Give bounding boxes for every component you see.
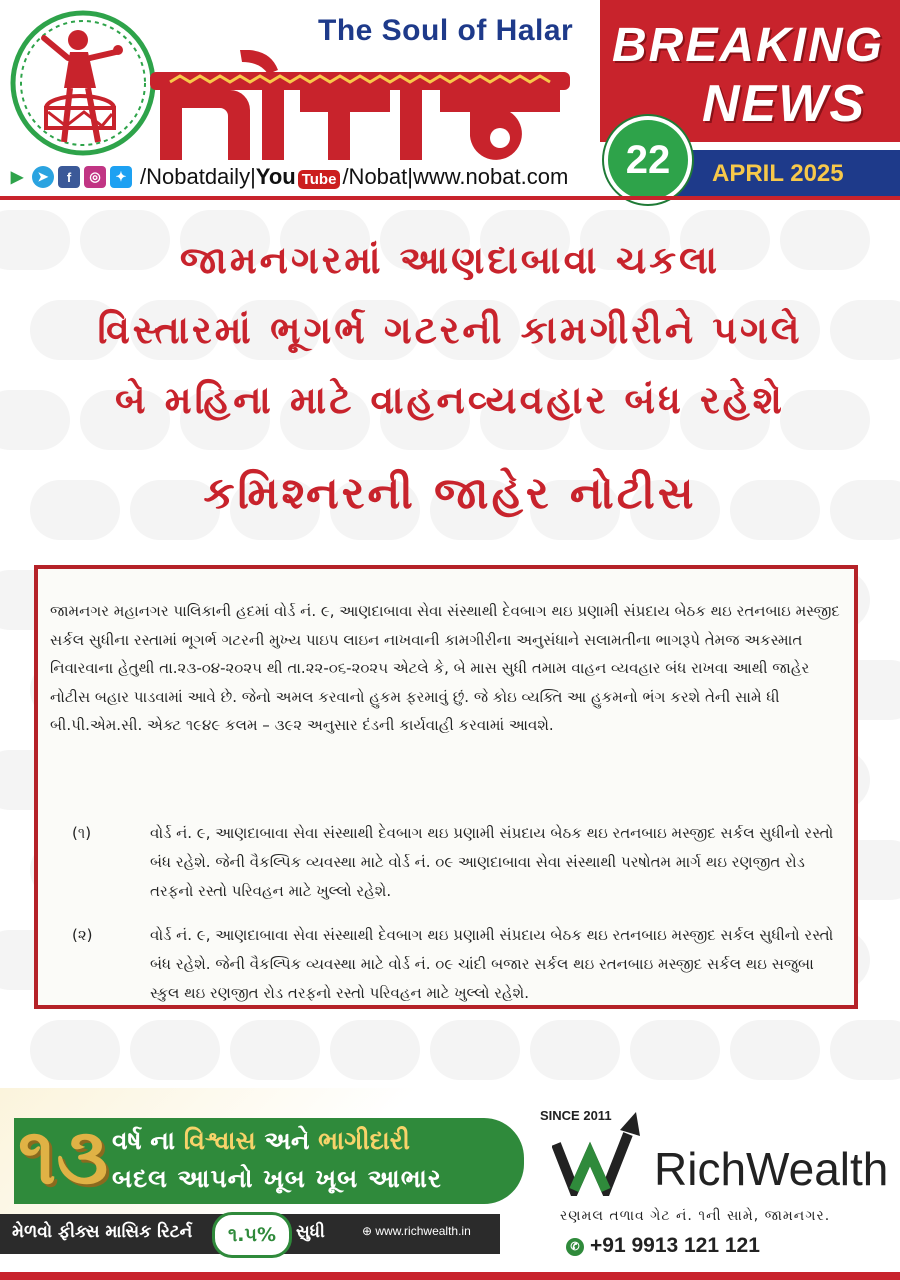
headline-line-1: જામનગરમાં આણદાબાવા ચકલા [179, 238, 721, 282]
notice-paragraph: જામનગર મહાનગર પાલિકાની હદમાં વોર્ડ નં. ૯, આણદાબાવા સેવા સંસ્થાથી દેવબાગ થઇ પ્રણામી સંપ્રદાય બેઠક થઇ રતનબાઇ મસ્જીદ સર્કલ સુધીના રસ્તામાં ભૂગર્ભ ગટરની મુખ્ય પાઇપ લાઇન નાખવાની કામગીરીના અનુસંધાને સલામતીના ભાગરૂપે તેમજ અકસ્માત નિવારવાના હેતુથી તા.૨૩-૦૪-૨૦૨૫ થી તા.૨૨-૦૬-૨૦૨૫ એટલે કે, બે માસ સુધી તમામ વાહન વ્યવહાર બંધ રાખવા આથી જાહેર નોટીસ બહાર પાડવામાં આવે છે. જેનો અમલ કરવાનો હુકમ ફરમાવું છું. જે કોઇ વ્યક્તિ આ હુકમનો ભંગ કરશે તેની સામે ધી બી.પી.એમ.સી. એક્ટ ૧૯૪૯ કલમ – ૩૯૨ અનુસાર દંડની કાર્યવાહી કરવામાં આવશે. [50, 602, 840, 734]
watermark-logo-tile [630, 1020, 720, 1080]
ad-line1-part1: વર્ષ ના [112, 1126, 176, 1155]
watermark-logo-tile [130, 1020, 220, 1080]
ad-phone-number: +91 9913 121 121 [590, 1234, 760, 1257]
youtube-handle: /Nobat [342, 164, 408, 189]
ad-website[interactable] [362, 1224, 471, 1238]
facebook-icon[interactable]: f [58, 166, 80, 188]
richwealth-w-logo-icon [552, 1110, 644, 1196]
play-store-icon[interactable]: ▶ [6, 166, 28, 188]
richwealth-brand-name: RichWealth [654, 1143, 889, 1195]
twitter-icon[interactable]: ✦ [110, 166, 132, 188]
ad-line1-part2: અને [264, 1126, 310, 1155]
ad-thanks-line-1 [112, 1126, 410, 1156]
drummer-logo [8, 8, 158, 158]
ad-offer-upto: સુધી [296, 1222, 325, 1242]
watermark-logo-tile [30, 1020, 120, 1080]
watermark-logo-tile [230, 1020, 320, 1080]
notice-item-text: વોર્ડ નં. ૯, આણદાબાવા સેવા સંસ્થાથી દેવબાગ થઇ પ્રણામી સંપ્રદાય બેઠક થઇ રતનબાઇ મસ્જીદ સર્કલ સુધીનો રસ્તો બંધ રહેશે. જેની વૈકલ્પિક વ્યવસ્થા માટે વોર્ડ નં. ૦૯ આણદાબાવા સેવા સંસ્થાથી પરષોતમ માર્ગ થઇ રણજીત રોડ તરફનો રસ્તો પરિવહન માટે ખુલ્લો રહેશે. [150, 824, 834, 900]
date-day-badge: 22 [604, 116, 692, 204]
date-month-year: APRIL 2025 [712, 160, 844, 187]
breaking-label: BREAKING [612, 19, 885, 72]
footer-divider [0, 1272, 900, 1280]
public-notice-box [34, 565, 858, 1009]
tagline: The Soul of Halar [318, 14, 574, 47]
watermark-logo-tile [730, 1020, 820, 1080]
youtube-you: You [255, 164, 296, 189]
ad-offer-text: મેળવો ફીક્સ માસિક રિટર્ન [12, 1222, 193, 1242]
ad-line1-highlight1: વિશ્વાસ [183, 1126, 256, 1155]
ad-thanks-line-2: બદલ આપનો ખૂબ ખૂબ આભાર [112, 1164, 442, 1193]
social-handle: /Nobatdaily [140, 164, 251, 189]
headline-line-3: બે મહિના માટે વાહનવ્યવહાર બંધ રહેશે [115, 378, 785, 422]
ad-line1-highlight2: ભાગીદારી [318, 1126, 410, 1155]
website-link[interactable]: www.nobat.com [412, 164, 569, 189]
social-handles[interactable]: /Nobatdaily|You Tube /Nobat|www.nobat.com [140, 164, 569, 189]
telegram-icon[interactable]: ➤ [32, 166, 54, 188]
notice-item-text: વોર્ડ નં. ૯, આણદાબાવા સેવા સંસ્થાથી દેવબાગ થઇ પ્રણામી સંપ્રદાય બેઠક થઇ રતનબાઇ મસ્જીદ સર્કલ સુધીનો રસ્તો બંધ રહેશે. જેની વૈકલ્પિક વ્યવસ્થા માટે વોર્ડ નં. ૦૯ ચાંદી બજાર સર્કલ થઇ રતનબાઇ મસ્જીદ સર્કલ થઇ સજુબા સ્કુલ થઇ રણજીત રોડ તરફનો રસ્તો પરિવહન માટે ખુલ્લો રહેશે. [150, 926, 834, 1002]
social-links-row [6, 163, 568, 191]
watermark-logo-tile [530, 1020, 620, 1080]
ad-address: રણમલ તળાવ ગેટ નં. ૧ની સામે, જામનગર. [560, 1208, 831, 1224]
watermark-logo-tile [830, 1020, 900, 1080]
subheadline: કમિશ્નરની જાહેર નોટીસ [203, 468, 697, 519]
watermark-logo-tile [330, 1020, 420, 1080]
ad-offer-percent-badge: ૧.૫% [212, 1212, 292, 1258]
instagram-icon[interactable]: ◎ [84, 166, 106, 188]
phone-icon: ✆ [566, 1238, 584, 1256]
notice-item-number: (૧) [72, 824, 92, 842]
news-label: NEWS [702, 75, 866, 133]
globe-icon: ⊕ [362, 1224, 376, 1238]
youtube-tube-badge: Tube [298, 170, 341, 189]
ad-website-label: www.richwealth.in [375, 1224, 471, 1238]
ad-since-label: SINCE 2011 [540, 1108, 612, 1123]
notice-item-number: (૨) [72, 926, 93, 944]
ad-phone[interactable] [566, 1234, 760, 1258]
nobat-brand-wordmark [150, 50, 590, 160]
ad-years-number: ૧૩ [18, 1112, 109, 1202]
watermark-logo-tile [430, 1020, 520, 1080]
headline-line-2: વિસ્તારમાં ભૂગર્ભ ગટરની કામગીરીને પગલે [97, 308, 803, 352]
